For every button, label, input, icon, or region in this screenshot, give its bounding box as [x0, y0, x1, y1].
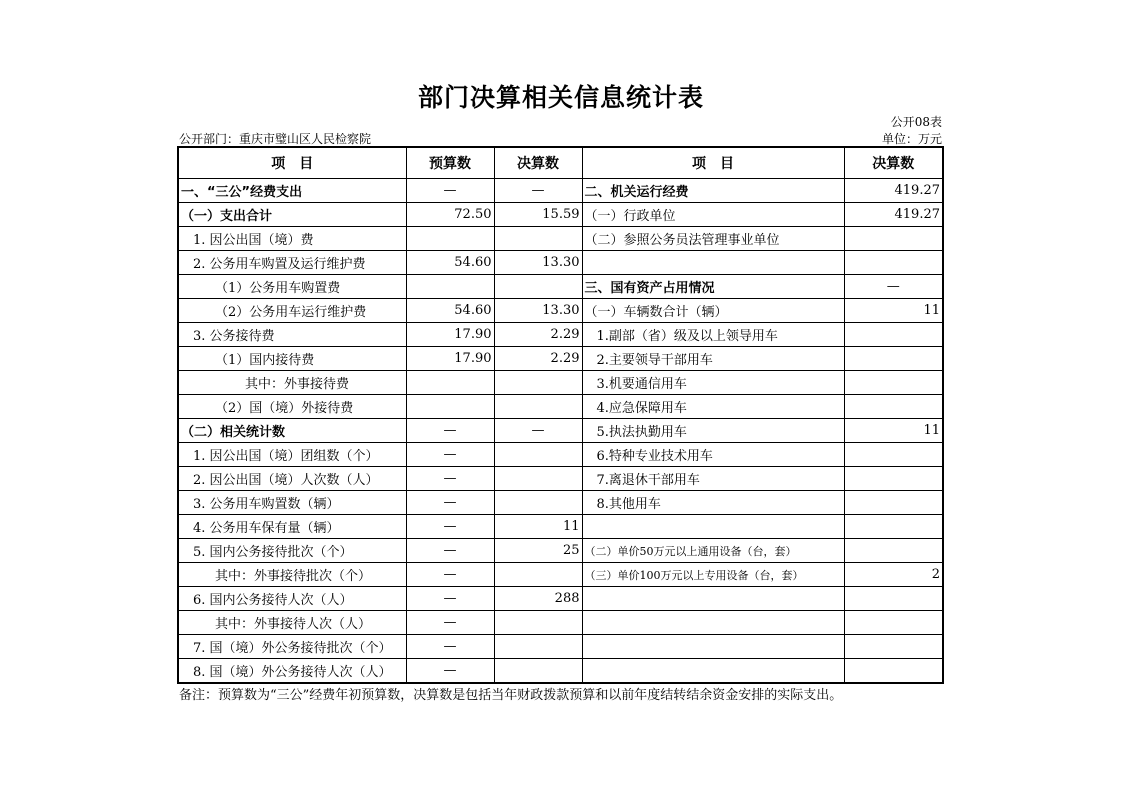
item-right-cell	[582, 659, 844, 684]
item-cell: 其中：外事接待人次（人）	[178, 611, 406, 635]
item-right-cell: 8.其他用车	[582, 491, 844, 515]
table-row	[178, 515, 943, 539]
budget-cell: —	[406, 587, 494, 611]
budget-cell: 17.90	[406, 323, 494, 347]
table-header-row	[178, 147, 943, 179]
item-cell: 2. 公务用车购置及运行维护费	[178, 251, 406, 275]
final-right-cell	[844, 227, 943, 251]
final-cell	[494, 635, 582, 659]
table-row	[178, 635, 943, 659]
final-cell: —	[494, 419, 582, 443]
final-right-cell	[844, 251, 943, 275]
budget-cell: —	[406, 611, 494, 635]
budget-cell: —	[406, 563, 494, 587]
table-row	[178, 323, 943, 347]
item-cell: （2）国（境）外接待费	[178, 395, 406, 419]
item-cell: 1. 因公出国（境）费	[178, 227, 406, 251]
final-cell	[494, 227, 582, 251]
item-right-cell: 7.离退休干部用车	[582, 467, 844, 491]
item-cell: （二）相关统计数	[178, 419, 406, 443]
final-cell	[494, 467, 582, 491]
item-cell: （1）国内接待费	[178, 347, 406, 371]
unit-label: 单位：万元	[881, 132, 942, 146]
final-right-cell: 419.27	[844, 203, 943, 227]
budget-cell	[406, 371, 494, 395]
final-right-cell: 419.27	[844, 179, 943, 203]
table-row	[178, 203, 943, 227]
table-row	[178, 179, 943, 203]
final-cell: 2.29	[494, 323, 582, 347]
table-row	[178, 539, 943, 563]
item-cell: 1. 因公出国（境）团组数（个）	[178, 443, 406, 467]
col-header-budget: 预算数	[406, 147, 494, 179]
item-right-cell: 3.机要通信用车	[582, 371, 844, 395]
item-right-cell: 5.执法执勤用车	[582, 419, 844, 443]
item-right-cell	[582, 587, 844, 611]
item-right-cell	[582, 251, 844, 275]
item-cell: 4. 公务用车保有量（辆）	[178, 515, 406, 539]
table-row	[178, 563, 943, 587]
final-right-cell	[844, 395, 943, 419]
final-cell	[494, 443, 582, 467]
final-right-cell: 2	[844, 563, 943, 587]
item-cell: 一、“三公”经费支出	[178, 179, 406, 203]
table-body	[178, 179, 943, 684]
item-cell: 6. 国内公务接待人次（人）	[178, 587, 406, 611]
col-header-final: 决算数	[494, 147, 582, 179]
final-cell	[494, 659, 582, 684]
table-row	[178, 347, 943, 371]
item-right-cell: 4.应急保障用车	[582, 395, 844, 419]
item-right-cell	[582, 515, 844, 539]
item-cell: 2. 因公出国（境）人次数（人）	[178, 467, 406, 491]
final-cell: 15.59	[494, 203, 582, 227]
item-right-cell: （一）行政单位	[582, 203, 844, 227]
budget-cell: —	[406, 659, 494, 684]
final-right-cell: 11	[844, 299, 943, 323]
department-label: 公开部门：重庆市璧山区人民检察院	[179, 132, 372, 146]
final-cell	[494, 371, 582, 395]
final-cell	[494, 395, 582, 419]
final-cell	[494, 563, 582, 587]
form-number: 公开08表	[890, 115, 942, 129]
budget-cell: —	[406, 539, 494, 563]
final-right-cell	[844, 371, 943, 395]
table-row	[178, 467, 943, 491]
final-right-cell: —	[844, 275, 943, 299]
table-row	[178, 275, 943, 299]
item-cell: （一）支出合计	[178, 203, 406, 227]
final-right-cell	[844, 539, 943, 563]
item-right-cell: （二）单价50万元以上通用设备（台，套）	[582, 539, 844, 563]
table-row	[178, 611, 943, 635]
table-row	[178, 443, 943, 467]
budget-cell: —	[406, 443, 494, 467]
budget-cell: —	[406, 491, 494, 515]
budget-cell: 72.50	[406, 203, 494, 227]
item-cell: 5. 国内公务接待批次（个）	[178, 539, 406, 563]
final-right-cell	[844, 611, 943, 635]
final-right-cell	[844, 515, 943, 539]
item-cell: 其中：外事接待费	[178, 371, 406, 395]
table-row	[178, 299, 943, 323]
final-cell	[494, 611, 582, 635]
budget-cell: —	[406, 635, 494, 659]
budget-cell: 17.90	[406, 347, 494, 371]
table-row	[178, 491, 943, 515]
item-cell: 7. 国（境）外公务接待批次（个）	[178, 635, 406, 659]
final-cell: 288	[494, 587, 582, 611]
page-title: 部门决算相关信息统计表	[417, 83, 704, 112]
final-cell	[494, 491, 582, 515]
final-cell: 13.30	[494, 251, 582, 275]
final-right-cell	[844, 659, 943, 684]
final-cell: 13.30	[494, 299, 582, 323]
item-cell: （2）公务用车运行维护费	[178, 299, 406, 323]
item-right-cell: 6.特种专业技术用车	[582, 443, 844, 467]
budget-cell: —	[406, 179, 494, 203]
item-right-cell: （一）车辆数合计（辆）	[582, 299, 844, 323]
final-right-cell	[844, 587, 943, 611]
final-right-cell: 11	[844, 419, 943, 443]
budget-cell: 54.60	[406, 251, 494, 275]
table-row	[178, 251, 943, 275]
final-cell: —	[494, 179, 582, 203]
final-right-cell	[844, 491, 943, 515]
item-cell: 其中：外事接待批次（个）	[178, 563, 406, 587]
item-right-cell	[582, 611, 844, 635]
budget-cell: —	[406, 515, 494, 539]
item-cell: （1）公务用车购置费	[178, 275, 406, 299]
table-row	[178, 227, 943, 251]
statistics-table	[177, 146, 944, 684]
budget-cell	[406, 395, 494, 419]
item-cell: 3. 公务接待费	[178, 323, 406, 347]
budget-cell: —	[406, 467, 494, 491]
budget-cell	[406, 275, 494, 299]
item-right-cell: 1.副部（省）级及以上领导用车	[582, 323, 844, 347]
table-row	[178, 659, 943, 684]
table-row	[178, 419, 943, 443]
budget-cell: —	[406, 419, 494, 443]
budget-cell: 54.60	[406, 299, 494, 323]
final-right-cell	[844, 443, 943, 467]
table-row	[178, 587, 943, 611]
item-right-cell: （三）单价100万元以上专用设备（台，套）	[582, 563, 844, 587]
col-header-final-right: 决算数	[844, 147, 943, 179]
col-header-item: 项 目	[178, 147, 406, 179]
final-cell: 2.29	[494, 347, 582, 371]
final-right-cell	[844, 347, 943, 371]
item-cell: 8. 国（境）外公务接待人次（人）	[178, 659, 406, 684]
budget-cell	[406, 227, 494, 251]
col-header-item-right: 项 目	[582, 147, 844, 179]
final-cell: 25	[494, 539, 582, 563]
final-right-cell	[844, 467, 943, 491]
table-row	[178, 395, 943, 419]
final-cell	[494, 275, 582, 299]
footnote: 备注：预算数为“三公”经费年初预算数，决算数是包括当年财政拨款预算和以前年度结转结余资金安排的实际支出。	[179, 688, 843, 703]
item-cell: 3. 公务用车购置数（辆）	[178, 491, 406, 515]
final-right-cell	[844, 635, 943, 659]
final-cell: 11	[494, 515, 582, 539]
final-right-cell	[844, 323, 943, 347]
item-right-cell: 二、机关运行经费	[582, 179, 844, 203]
item-right-cell: 三、国有资产占用情况	[582, 275, 844, 299]
item-right-cell: 2.主要领导干部用车	[582, 347, 844, 371]
table-row	[178, 371, 943, 395]
item-right-cell: （二）参照公务员法管理事业单位	[582, 227, 844, 251]
item-right-cell	[582, 635, 844, 659]
